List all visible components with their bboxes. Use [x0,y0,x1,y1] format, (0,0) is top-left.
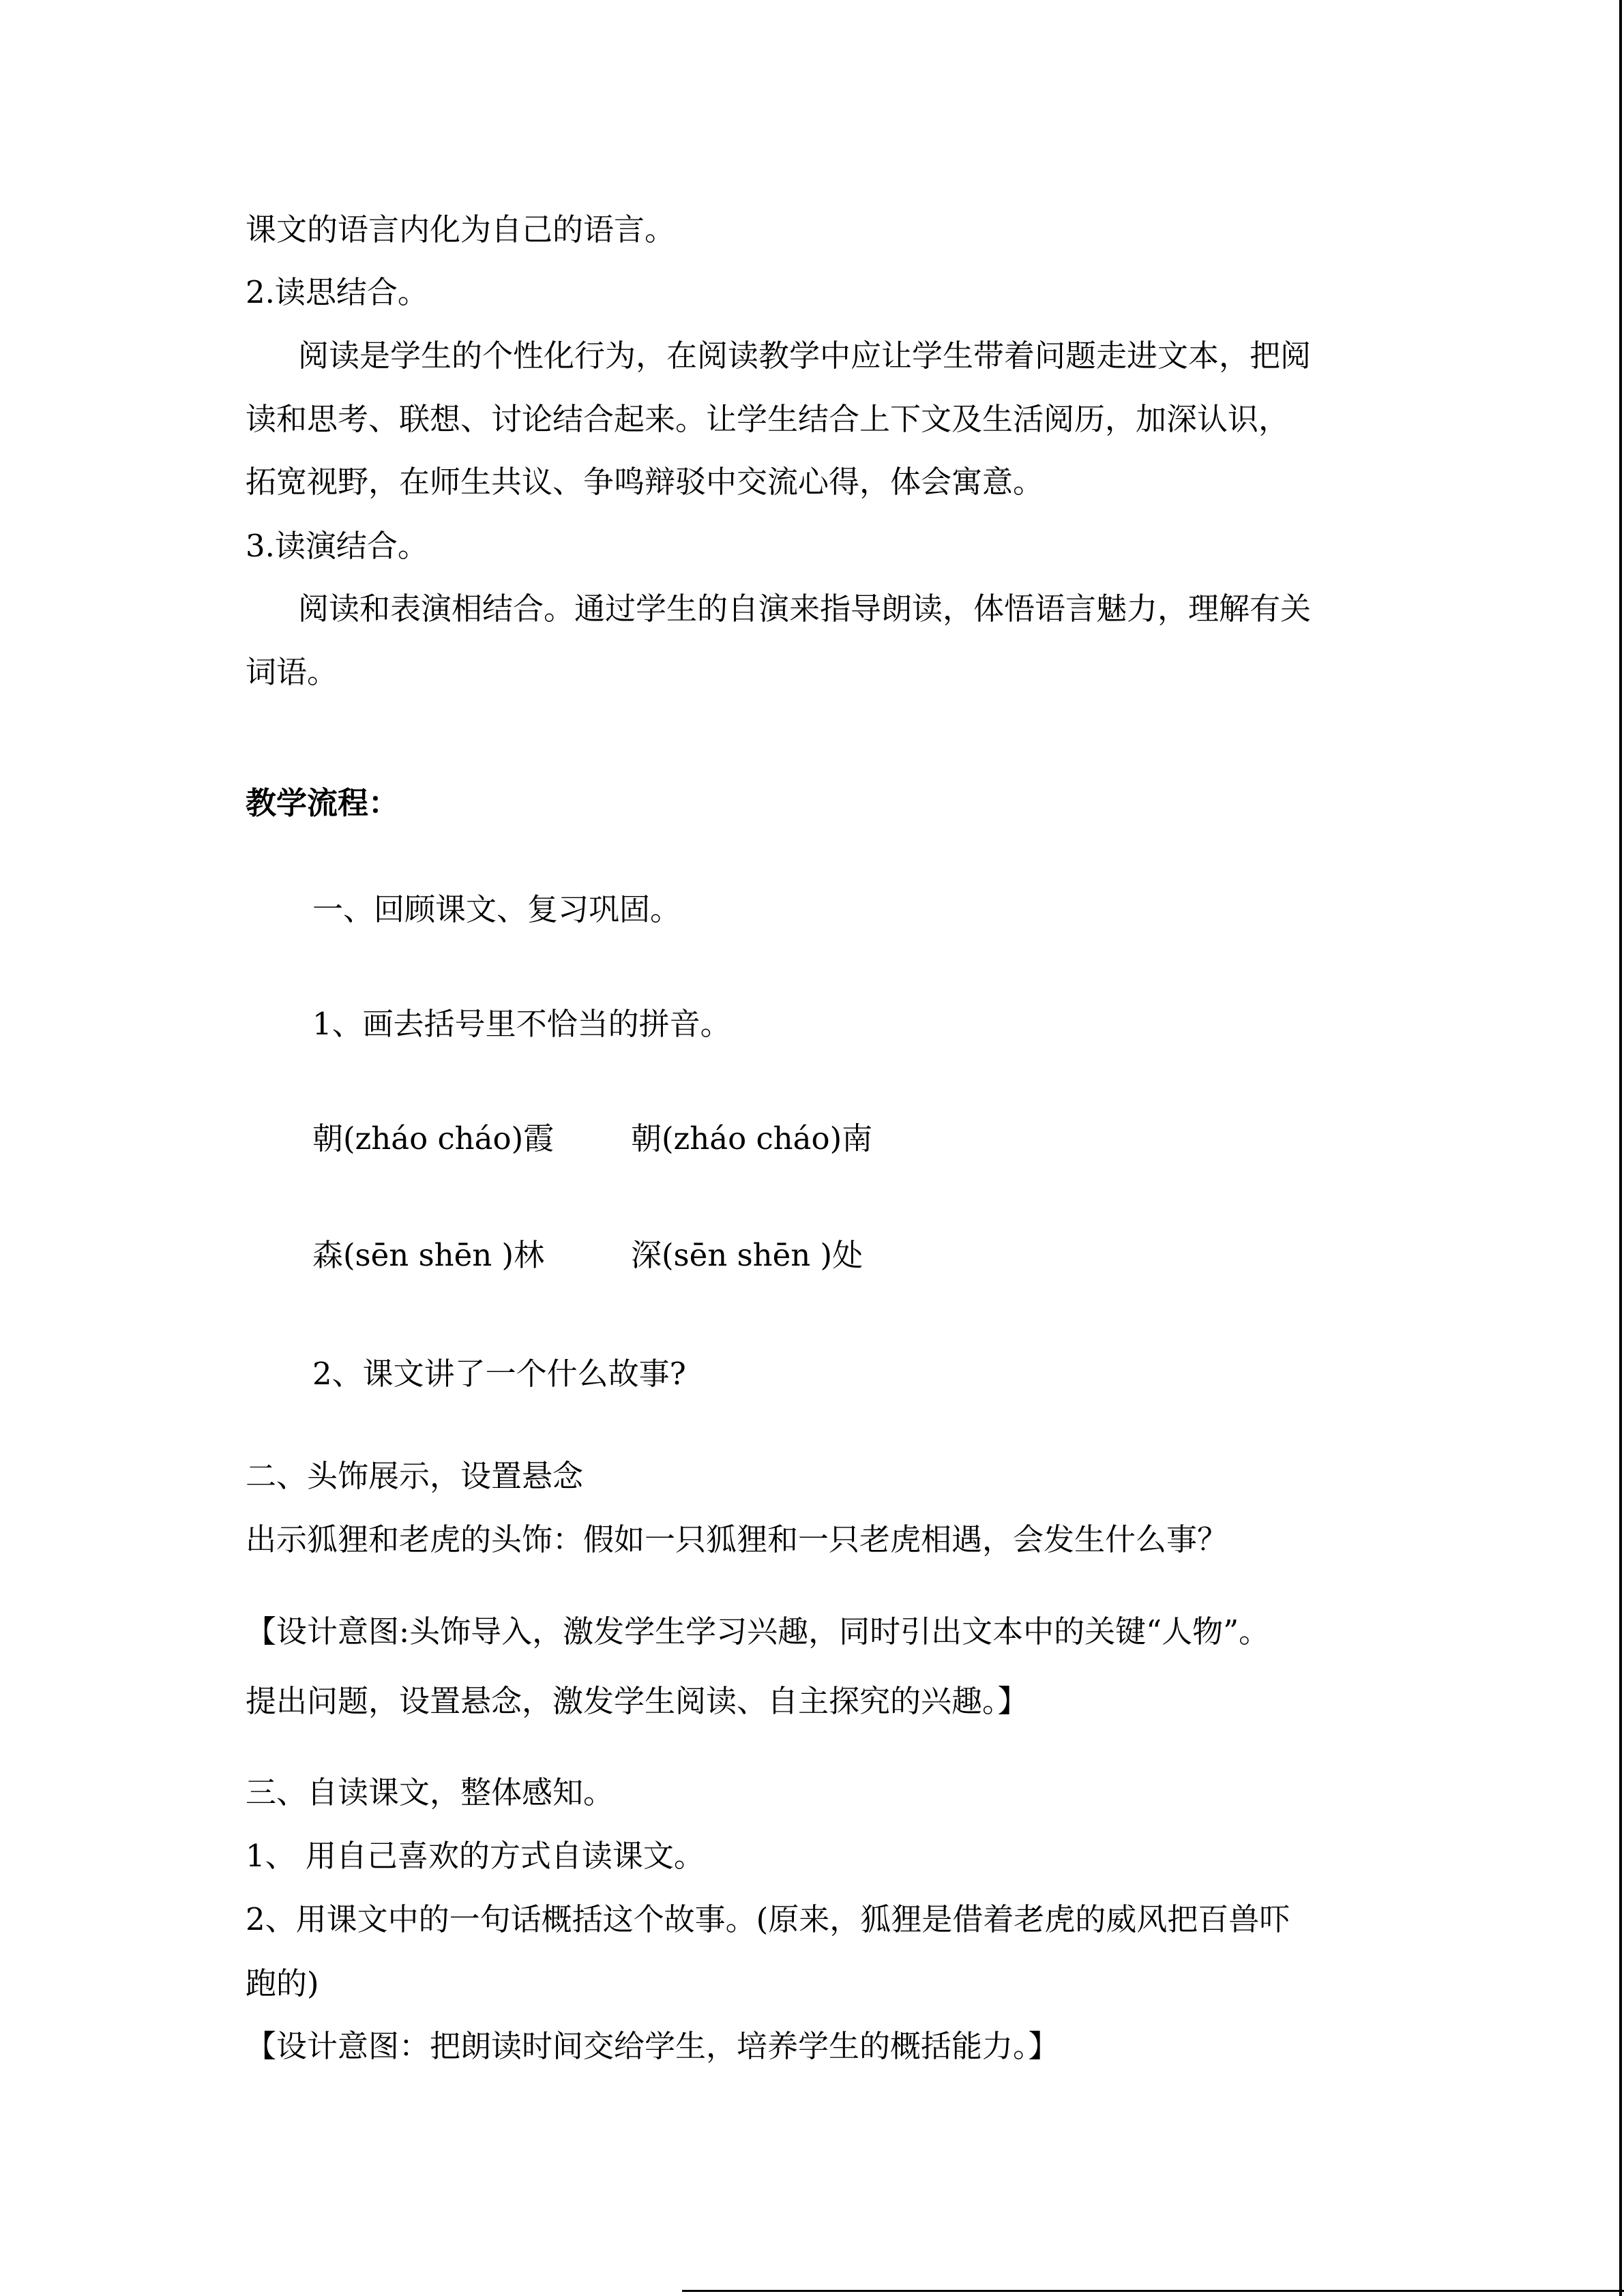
step-heading: 二、头饰展示，设置悬念 [246,1458,584,1494]
design-intent-note: 【设计意图：把朗读时间交给学生，培养学生的概括能力。】 [246,2028,1059,2064]
paragraph-line: 跑的) [246,1965,319,2001]
paragraph-line: 拓宽视野，在师生共议、争鸣辩驳中交流心得，体会寓意。 [246,464,1044,500]
paragraph-line: 阅读和表演相结合。通过学生的自演来指导朗读，体悟语言魅力，理解有关 [298,591,1312,627]
exercise-item: 2、用课文中的一句话概括这个故事。(原来，狐狸是借着老虎的威风把百兽吓 [246,1901,1290,1937]
paragraph-line: 课文的语言内化为自己的语言。 [246,211,676,248]
pinyin-item: 森(sēn shēn )林 [312,1237,545,1273]
pinyin-item: 深(sēn shēn )处 [631,1237,863,1273]
step-heading: 三、自读课文，整体感知。 [246,1774,615,1810]
teaching-process-title: 教学流程： [246,785,400,821]
page-edge-bottom [682,2290,1624,2292]
exercise-item: 2、课文讲了一个什么故事? [312,1356,686,1392]
paragraph-line: 出示狐狸和老虎的头饰：假如一只狐狸和一只老虎相遇，会发生什么事？ [246,1521,1228,1557]
paragraph-line: 词语。 [246,654,338,690]
pinyin-item: 朝(zháo cháo)霞 [312,1120,555,1157]
paragraph-line: 阅读是学生的个性化行为，在阅读教学中应让学生带着问题走进文本，把阅 [298,338,1312,374]
design-intent-note: 提出问题，设置悬念，激发学生阅读、自主探究的兴趣。】 [246,1683,1029,1719]
section-heading: 2.读思结合。 [246,274,428,310]
section-heading: 3.读演结合。 [246,528,428,564]
step-heading: 一、回顾课文、复习巩固。 [312,891,681,927]
page-edge-right [1619,0,1622,2296]
pinyin-item: 朝(zháo cháo)南 [631,1120,873,1157]
design-intent-note: 【设计意图:头饰导入，激发学生学习兴趣，同时引出文本中的关键“人物”。 [246,1613,1270,1650]
paragraph-line: 读和思考、联想、讨论结合起来。让学生结合上下文及生活阅历，加深认识， [246,401,1290,437]
exercise-item: 1、画去括号里不恰当的拼音。 [312,1006,731,1042]
exercise-item: 1、 用自己喜欢的方式自读课文。 [246,1838,705,1874]
